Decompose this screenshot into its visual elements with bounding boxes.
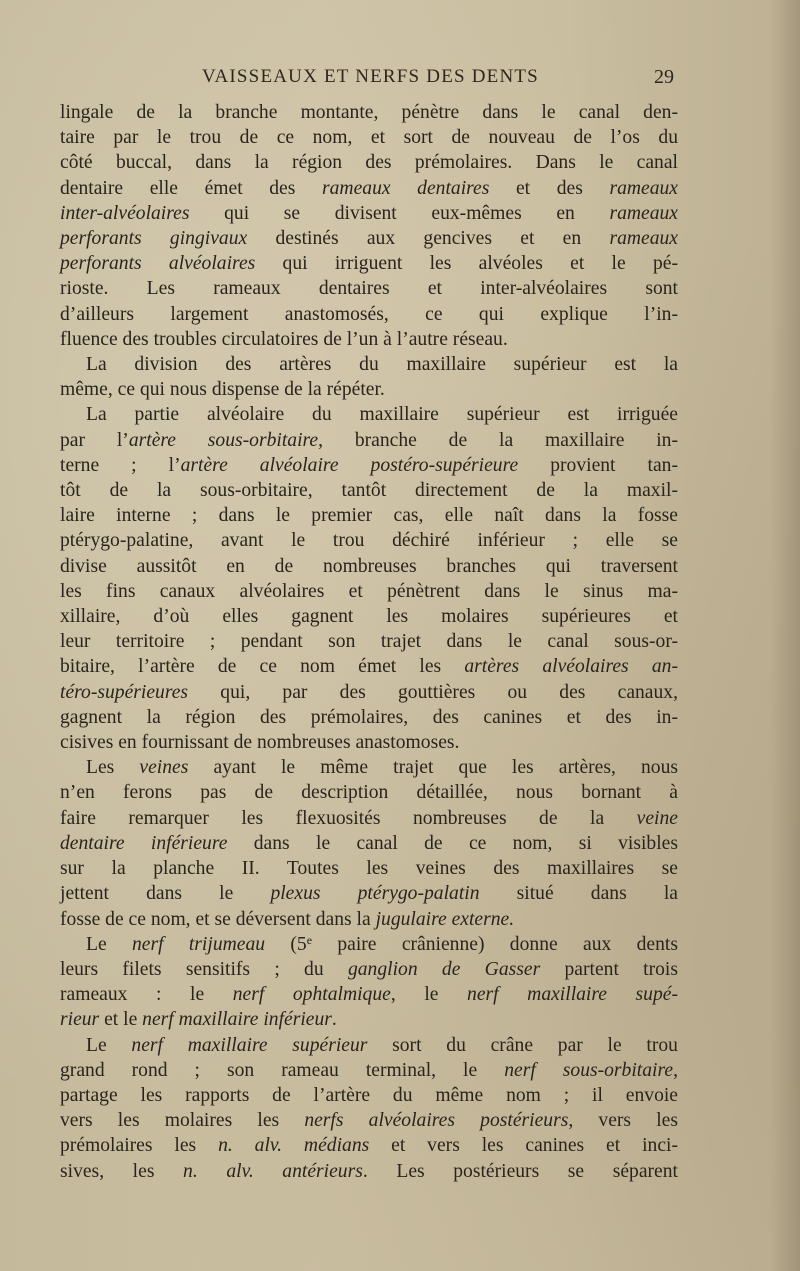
italic-term: artère alvéolaire postéro-supérieure — [180, 454, 519, 476]
text-segment: partent trois — [540, 958, 679, 980]
text-line — [60, 453, 678, 478]
text-line — [60, 528, 678, 553]
text-segment: situé dans la — [479, 883, 678, 905]
italic-term: ganglion de Gasser — [347, 958, 541, 980]
text-line — [60, 705, 678, 730]
text-line — [60, 604, 678, 629]
text-segment: sur la planche II. Toutes les veines des maxillaires se — [60, 858, 678, 880]
text-segment: prémolaires les — [60, 1135, 219, 1157]
italic-term: nerfs alvéolaires postérieurs — [304, 1110, 569, 1132]
text-line — [60, 1159, 678, 1184]
text-segment: d’ailleurs largement anastomosés, ce qui explique l’in- — [60, 303, 678, 325]
text-segment: rioste. Les rameaux dentaires et inter-alvéolaires sont — [60, 278, 678, 300]
text-line — [60, 680, 678, 705]
text-segment: . — [331, 1009, 337, 1031]
italic-term: nerf maxillaire inférieur — [142, 1009, 332, 1031]
text-segment: leurs filets sensitifs ; du — [60, 958, 348, 980]
italic-term: jugulaire externe. — [375, 908, 515, 930]
text-segment: , vers les — [568, 1110, 678, 1132]
running-head: VAISSEAUX ET NERFS DES DENTS — [202, 66, 539, 87]
text-segment: (5 — [265, 933, 307, 955]
text-line — [60, 276, 678, 301]
text-segment: et des — [489, 177, 610, 199]
text-segment: gagnent la région des prémolaires, des canines et des in- — [60, 706, 678, 728]
text-segment: Les — [86, 757, 140, 779]
text-segment: bitaire, l’artère de ce nom émet les — [60, 656, 465, 678]
italic-term: plexus ptérygo-palatin — [270, 883, 480, 905]
body-text — [60, 100, 678, 1184]
italic-term: nerf trijumeau — [131, 933, 266, 955]
italic-term: n. alv. antérieurs — [183, 1160, 363, 1182]
text-segment: ayant le même trajet que les artères, nous — [188, 757, 678, 779]
text-line — [60, 1007, 678, 1032]
italic-term: nerf sous-orbitaire — [504, 1059, 674, 1081]
text-segment: dans le canal de ce nom, si visibles — [227, 832, 678, 854]
italic-term: inter-alvéolaires — [60, 202, 190, 224]
text-segment: provient tan- — [518, 454, 678, 476]
text-segment: qui irriguent les alvéoles et le pé- — [255, 253, 678, 275]
text-line — [60, 856, 678, 881]
italic-term: artère sous-orbitaire — [128, 429, 319, 451]
text-line — [60, 755, 678, 780]
text-line — [60, 503, 678, 528]
italic-term: rameaux — [609, 228, 678, 250]
italic-term: rieur — [60, 1009, 100, 1031]
text-segment: La division des artères du maxillaire supérieur est la — [86, 354, 678, 376]
text-line — [60, 932, 678, 957]
text-segment: côté buccal, dans la région des prémolaires. Dans le canal — [60, 152, 678, 174]
text-segment: leur territoire ; pendant son trajet dans le canal sous-or- — [60, 631, 678, 653]
italic-term: n. alv. médians — [218, 1135, 370, 1157]
text-line — [60, 982, 678, 1007]
text-segment: , branche de la maxillaire in- — [318, 429, 678, 451]
text-line — [60, 352, 678, 377]
text-segment: paire crânienne) donne aux dents — [312, 933, 678, 955]
italic-term: veines — [139, 757, 189, 779]
text-line — [60, 907, 678, 932]
italic-term: nerf maxillaire supérieur — [131, 1034, 368, 1056]
text-line — [60, 1108, 678, 1133]
text-segment: faire remarquer les flexuosités nombreuses de la — [60, 807, 637, 829]
text-line — [60, 579, 678, 604]
text-line — [60, 100, 678, 125]
text-line — [60, 629, 678, 654]
text-line — [60, 302, 678, 327]
text-line — [60, 478, 678, 503]
text-line — [60, 881, 678, 906]
text-line — [60, 554, 678, 579]
text-line — [60, 251, 678, 276]
text-line — [60, 1083, 678, 1108]
italic-term: nerf maxillaire supé- — [467, 984, 678, 1006]
text-segment: , — [673, 1059, 678, 1081]
text-segment: e — [306, 932, 313, 947]
italic-term: rameaux — [609, 202, 678, 224]
text-segment: sort du crâne par le trou — [367, 1034, 678, 1056]
text-segment: qui se divisent eux-mêmes en — [189, 202, 610, 224]
text-segment: et vers les canines et inci- — [369, 1135, 678, 1157]
text-segment: n’en ferons pas de description détaillée, nous bornant à — [60, 782, 678, 804]
text-line — [60, 201, 678, 226]
text-segment: grand rond ; son rameau terminal, le — [60, 1059, 505, 1081]
text-segment: qui, par des gouttières ou des canaux, — [188, 681, 678, 703]
italic-term: nerf ophtalmique — [232, 984, 391, 1006]
text-line — [60, 730, 678, 755]
text-line — [60, 150, 678, 175]
italic-term: perforants gingivaux — [60, 228, 248, 250]
text-segment: ptérygo-palatine, avant le trou déchiré inférieur ; elle se — [60, 530, 678, 552]
text-line — [60, 806, 678, 831]
text-segment: . Les postérieurs se séparent — [362, 1160, 678, 1182]
text-segment: xillaire, d’où elles gagnent les molaires supérieures et — [60, 606, 678, 628]
text-segment: terne ; l’ — [60, 454, 181, 476]
text-segment: dentaire elle émet des — [60, 177, 322, 199]
text-line — [60, 831, 678, 856]
text-segment: Le — [86, 1034, 132, 1056]
text-line — [60, 654, 678, 679]
text-line — [60, 1133, 678, 1158]
text-line — [60, 402, 678, 427]
text-segment: par l’ — [60, 429, 129, 451]
text-segment: les fins canaux alvéolaires et pénètrent dans le sinus ma- — [60, 580, 678, 602]
italic-term: téro-supérieures — [60, 681, 189, 703]
text-line — [60, 428, 678, 453]
text-segment: partage les rapports de l’artère du même nom ; il envoie — [60, 1084, 678, 1106]
italic-term: dentaire inférieure — [60, 832, 228, 854]
text-line — [60, 176, 678, 201]
text-segment: La partie alvéolaire du maxillaire supérieur est irriguée — [86, 404, 678, 426]
text-segment: rameaux : le — [60, 984, 233, 1006]
text-segment: Le — [86, 933, 132, 955]
text-segment: tôt de la sous-orbitaire, tantôt directement de la maxil- — [60, 480, 678, 502]
text-segment: vers les molaires les — [60, 1110, 305, 1132]
text-segment: , le — [390, 984, 468, 1006]
text-line — [60, 125, 678, 150]
text-segment: jettent dans le — [60, 883, 271, 905]
text-line — [60, 226, 678, 251]
text-segment: même, ce qui nous dispense de la répéter. — [60, 379, 385, 401]
text-segment: laire interne ; dans le premier cas, elle naît dans la fosse — [60, 505, 678, 527]
text-line — [60, 377, 678, 402]
text-segment: divise aussitôt en de nombreuses branches qui traversent — [60, 555, 678, 577]
text-segment: sives, les — [60, 1160, 184, 1182]
text-segment: cisives en fournissant de nombreuses anastomoses. — [60, 732, 460, 754]
italic-term: artères alvéolaires an- — [464, 656, 678, 678]
text-segment: destinés aux gencives et en — [247, 228, 610, 250]
text-segment: fosse de ce nom, et se déversent dans la — [60, 908, 376, 930]
text-segment: fluence des troubles circulatoires de l’un à l’autre réseau. — [60, 328, 508, 350]
italic-term: perforants alvéolaires — [60, 253, 256, 275]
italic-term: veine — [636, 807, 678, 829]
page-number: 29 — [654, 66, 674, 88]
text-segment: et le — [99, 1009, 143, 1031]
italic-term: rameaux — [609, 177, 678, 199]
text-line — [60, 1058, 678, 1083]
page-edge-shadow — [770, 0, 800, 1271]
text-line — [60, 1033, 678, 1058]
page-header — [60, 66, 680, 94]
text-line — [60, 780, 678, 805]
italic-term: rameaux dentaires — [322, 177, 490, 199]
text-segment: lingale de la branche montante, pénètre dans le canal den- — [60, 102, 678, 123]
text-line — [60, 327, 678, 352]
text-segment: taire par le trou de ce nom, et sort de nouveau de l’os du — [60, 127, 678, 149]
text-line — [60, 957, 678, 982]
